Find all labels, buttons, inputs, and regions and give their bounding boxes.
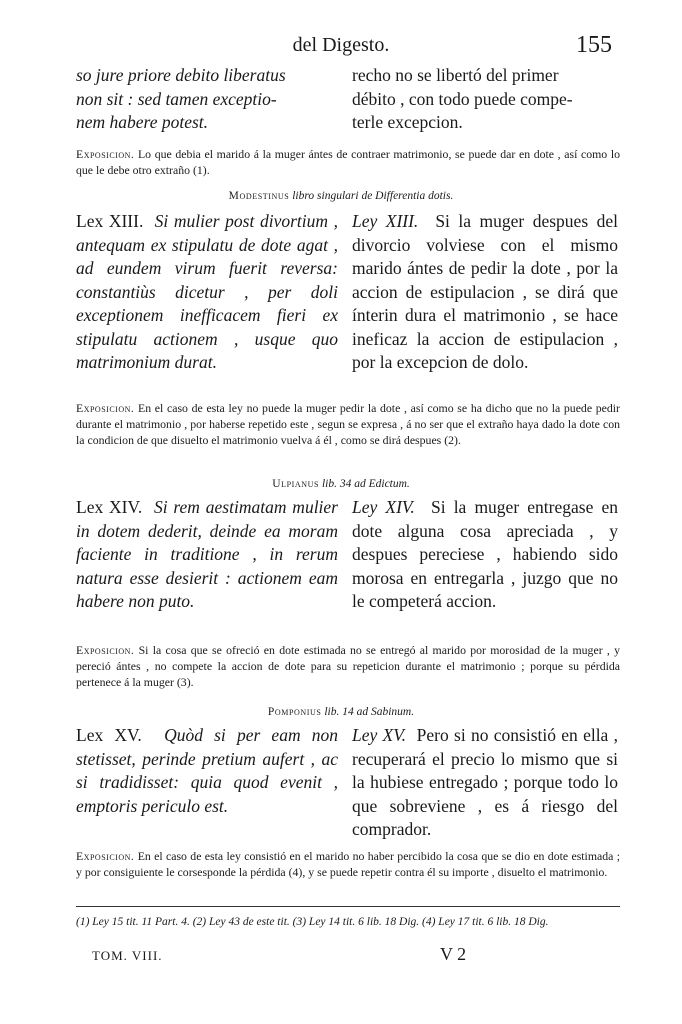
spanish-column [352,724,618,842]
latin-column [76,210,338,375]
footnote-divider [76,906,620,907]
latin-text: Si rem aestimatam mulier in dotem dederit, deinde ea moram faciente in traditione , in rerum natura esse desierit : actionem eam habere non puto. [76,497,338,611]
law-14 [76,496,618,614]
latin-column [76,724,338,842]
exposition-label: Exposicion. [76,147,135,161]
latin-text: Quòd si per eam non stetisset, perinde pretium aufert , ac si tradidisset: quia quod evenit , emptoris periculo est. [76,725,338,816]
ley-label: Ley XIII. [352,211,419,231]
lex-label: Lex XIV. [76,497,143,517]
page-number: 155 [576,32,612,58]
exposition-1 [76,146,620,178]
footnotes: (1) Ley 15 tit. 11 Part. 4. (2) Ley 43 de este tit. (3) Ley 14 tit. 6 lib. 18 Dig. (4) Ley 17 tit. 6 lib. 18 Dig. [76,916,549,928]
spanish-column [352,64,618,135]
source-line-2 [0,478,682,490]
exposition-text: En el caso de esta ley consistió en el marido no haber percibido la cosa que se dio en dote estimada ; y por consiguiente le corsesponde la pérdida (4), y se puede repetir contra él su importe , disuelto el matrimonio. [76,849,621,879]
exposition-text: Si la cosa que se ofreció en dote estimada no se entregó al marido por morosidad de la muger , y pereció ántes , no compete la accion de dote para su repeticion durante el matrimonio ; porque su pérdida pertenece á la muger (3). [76,643,620,689]
source-author: Pomponius [267,706,322,718]
volume-label: TOM. VIII. [92,948,163,963]
latin-line: non sit : sed tamen exceptio- [76,88,277,109]
spanish-line: recho no se libertó del primer [352,65,559,85]
source-line-1 [0,190,682,202]
source-work: libro singulari de Differentia dotis. [292,190,454,202]
spanish-text: Si la muger entregase en dote alguna cosa apreciada , y despues pereciese , habiendo sido morosa en entregarla , juzgo que no le competerá accion. [352,497,618,611]
exposition-4 [76,848,620,880]
latin-text: Si mulier post divortium , antequam ex stipulatu de dote agat , ad eundem virum fuerit reversa: constantiùs dicetur , per doli exceptionem inefficacem fieri ex stipulatu actionem , usque quo matrimonium durat. [76,211,339,372]
latin-line: so jure priore debito liberatus [76,65,286,85]
lex-label: Lex XV. [76,725,142,745]
spanish-column [352,496,618,614]
latin-line: nem habere potest. [76,112,209,132]
ley-label: Ley XV. [352,725,407,745]
latin-column [76,64,338,135]
running-title: del Digesto. [292,34,390,56]
exposition-3 [76,642,620,690]
law-15 [76,724,618,842]
spanish-column [352,210,618,375]
source-work: lib. 14 ad Sabinum. [324,706,415,718]
spanish-text: Si la muger despues del divorcio volviese con el mismo marido ántes de pedir la dote , por la accion de estipulacion , se dirá que ínterin dura el matrimonio , se hace ineficaz la accion de estipulacion , por la excepcion de dolo. [352,211,619,372]
lex-label: Lex XIII. [76,211,144,231]
source-author: Modestinus [228,190,290,202]
exposition-text: En el caso de esta ley no puede la muger pedir la dote , así como se ha dicho que no la puede pedir durante el matrimonio , por haberse repetido este , segun se expresa , á no ser que el extraño haya dado la dote con la condicion de que disuelto el matrimonio vuelva á él , como se dirá despues (2). [76,401,620,447]
exposition-label: Exposicion. [76,849,135,863]
ley-label: Ley XIV. [352,497,415,517]
law-13 [76,210,618,375]
source-work: lib. 34 ad Edictum. [321,478,410,490]
spanish-line: débito , con todo puede compe- [352,88,573,109]
source-line-3 [0,706,682,718]
continuation-block [76,64,618,135]
exposition-label: Exposicion. [76,643,135,657]
source-author: Ulpianus [272,478,320,490]
spanish-line: terle excepcion. [352,112,463,132]
exposition-2 [76,400,620,448]
exposition-text: Lo que debia el marido á la muger ántes de contraer matrimonio, se puede dar en dote , así como lo que le debe otro extraño (1). [76,147,621,177]
signature-mark: V 2 [440,944,467,964]
exposition-label: Exposicion. [76,401,135,415]
spanish-text: Pero si no consistió en ella , recuperará el precio lo mismo que si la hubiese entregado ; porque todo lo que sobreviene , es á riesgo del comprador. [352,725,618,839]
latin-column [76,496,338,614]
